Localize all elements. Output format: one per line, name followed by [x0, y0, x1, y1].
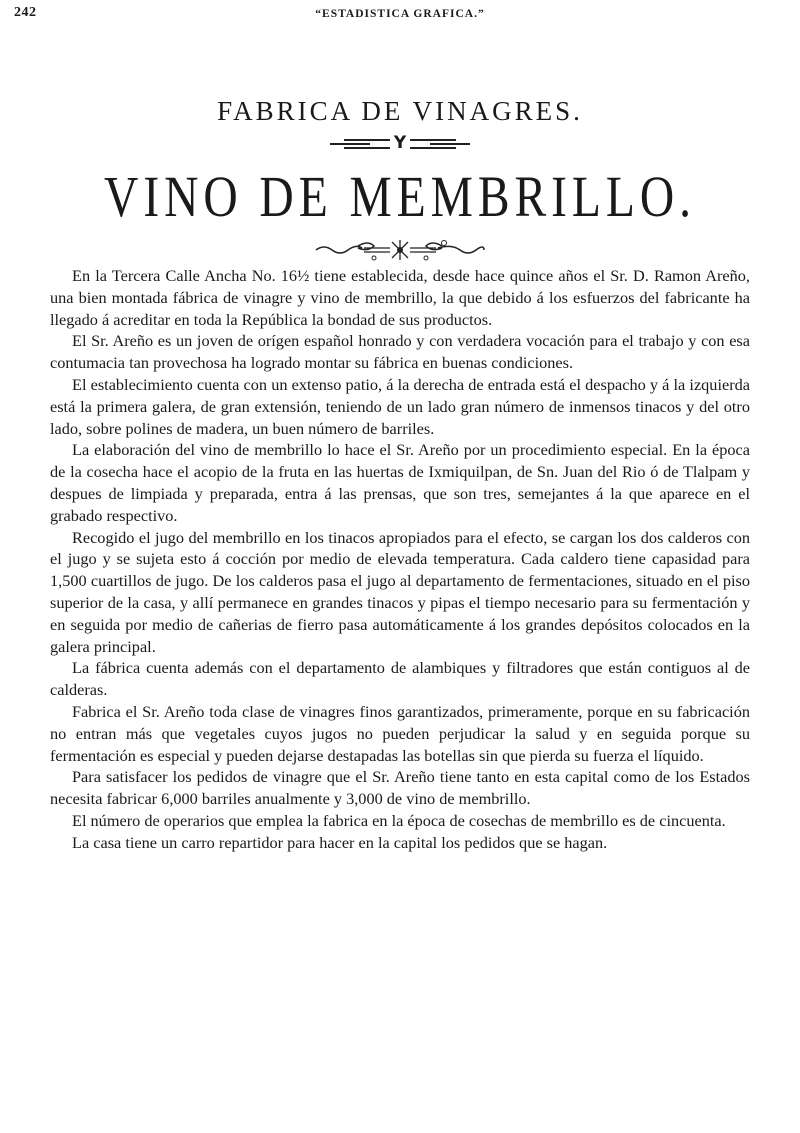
paragraph: En la Tercera Calle Ancha No. 16½ tiene establecida, desde hace quince años el Sr. D. Ramon Areño, una bien montada fábrica de vinagre y vino de membrillo, la que debido á los esfuerzos del fabricante ha llegado á acreditar en toda la República la bondad de sus productos.: [50, 266, 750, 329]
paragraph: El número de operarios que emplea la fabrica en la época de cosechas de membrillo es de cincuenta.: [72, 810, 726, 830]
paragraph: El Sr. Areño es un joven de orígen español honrado y con verdadera vocación para el trabajo y con esa contumacia tan provechosa ha logrado montar su fábrica en buenas condiciones.: [50, 331, 750, 373]
flourish-ornament-icon: [314, 238, 486, 262]
paragraph: Recogido el jugo del membrillo en los tinacos apropiados para el efecto, se cargan los dos calderos con el jugo y se sujeta esto á cocción por medio de elevada temperatura. Cada caldero tiene capasidad para 1,500 cuartillos de jugo. De los calderos pasa el jugo al departamento de fermentaciones, situado en el piso superior de la casa, y allí permanece en grandes tinacos y pipas el tiempo necesario para su fermentación y en seguida por medio de cañerias de fierro pasa automáticamente á los grandes depósitos colocados en la galera principal.: [50, 527, 750, 656]
paragraph: La elaboración del vino de membrillo lo hace el Sr. Areño por un procedimiento especial. En la época de la cosecha hace el acopio de la fruta en las huertas de Ixmiquilpan, de Sn. Juan del Rio ó de Tlalpam y despues de limpiada y preparada, entra á las prensas, que son tres, semejantes á la que aparece en el grabado respectivo.: [50, 440, 750, 525]
page-number: 242: [14, 5, 37, 20]
article-body: [50, 265, 750, 854]
article-title-line2: VINO DE MEMBRILLO.: [104, 164, 696, 229]
paragraph: Para satisfacer los pedidos de vinagre que el Sr. Areño tiene tanto en esta capital como de los Estados necesita fabricar 6,000 barriles anualmente y 3,000 de vino de membrillo.: [50, 767, 750, 809]
title-connector: [330, 133, 470, 155]
paragraph: Fabrica el Sr. Areño toda clase de vinagres finos garantizados, primeramente, porque en su fabricación no entran más que vegetales cuyos jugos no pueden perjudicar la salud y en seguida porque su fermentación es especial y pueden dejarse destapadas las botellas sin que pierda su fuerza el líquido.: [50, 701, 750, 765]
paragraph: El establecimiento cuenta con un extenso patio, á la derecha de entrada está el despacho y á la izquierda está la primera galera, de gran extensión, teniendo de un lado gran número de inmensos tinacos y del otro lado, sobre polines de madera, un buen número de barriles.: [50, 374, 750, 438]
paragraph: La casa tiene un carro repartidor para hacer en la capital los pedidos que se hagan.: [72, 832, 608, 852]
running-title: “ESTADISTICA GRAFICA.”: [315, 8, 485, 20]
connector-letter: Y: [393, 133, 407, 153]
article-title-line1: FABRICA DE VINAGRES.: [217, 96, 583, 126]
paragraph: La fábrica cuenta además con el departamento de alambiques y filtradores que están contiguos al de calderas.: [50, 658, 750, 700]
